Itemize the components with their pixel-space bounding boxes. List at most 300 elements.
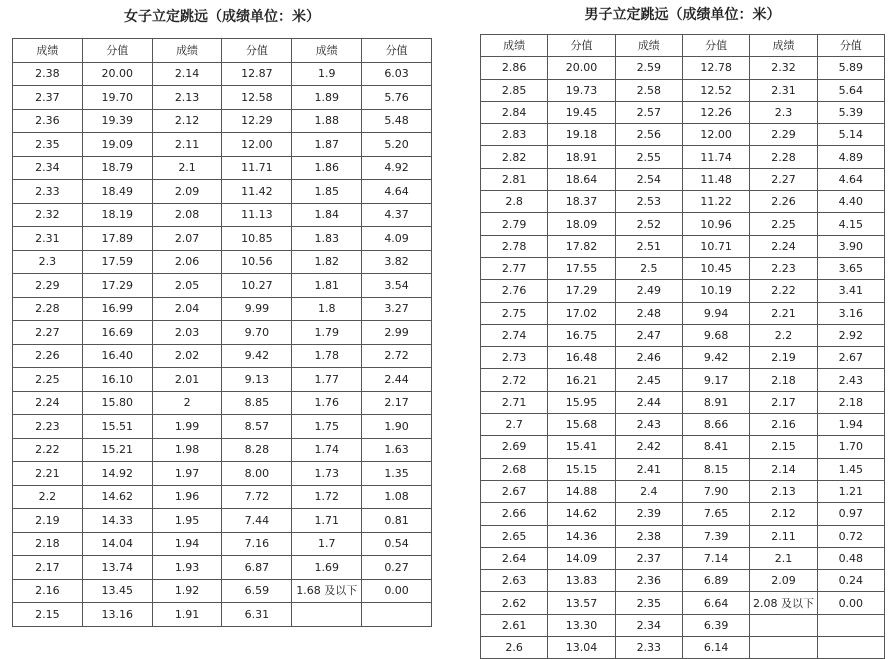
men-points-cell: 3.41 [817,280,884,302]
men-score-cell: 2.38 [615,525,682,547]
men-points-cell: 1.70 [817,436,884,458]
table-row [13,509,432,533]
men-score-cell: 2.3 [750,101,817,123]
men-score-cell: 2.24 [750,235,817,257]
men-points-cell: 14.36 [548,525,615,547]
men-score-cell: 2.61 [481,614,548,636]
women-score-cell: 1.91 [152,603,222,627]
men-score-cell: 2.67 [481,480,548,502]
table-row [13,579,432,603]
men-score-cell: 2.22 [750,280,817,302]
women-points-cell: 10.27 [222,274,292,298]
table-row [481,168,885,190]
table-row [13,227,432,251]
women-score-cell: 1.9 [292,62,362,86]
women-score-cell: 2.1 [152,156,222,180]
women-score-cell: 2.19 [13,509,83,533]
men-points-cell: 2.67 [817,347,884,369]
women-points-cell: 6.31 [222,603,292,627]
women-header-row [13,39,432,63]
men-points-cell: 3.90 [817,235,884,257]
women-score-cell: 1.83 [292,227,362,251]
men-score-cell: 2.46 [615,347,682,369]
women-score-cell: 1.74 [292,438,362,462]
men-header-points-1: 分值 [548,35,615,57]
women-points-cell: 19.09 [82,133,152,157]
table-row [13,156,432,180]
men-score-cell: 2.16 [750,414,817,436]
women-points-cell: 3.82 [362,250,432,274]
women-score-cell: 2.09 [152,180,222,204]
men-points-cell: 1.94 [817,414,884,436]
women-points-cell: 1.63 [362,438,432,462]
table-row [481,503,885,525]
table-row [481,257,885,279]
men-score-cell: 2.77 [481,257,548,279]
men-points-cell: 8.41 [682,436,749,458]
table-row [481,302,885,324]
men-score-cell: 2.28 [750,146,817,168]
women-points-cell: 8.85 [222,391,292,415]
women-points-cell: 13.16 [82,603,152,627]
men-score-cell: 2.52 [615,213,682,235]
women-score-cell: 2.2 [13,485,83,509]
men-points-cell: 8.66 [682,414,749,436]
men-score-cell: 2.08 及以下 [750,592,817,614]
women-points-cell: 18.49 [82,180,152,204]
men-score-cell: 2.76 [481,280,548,302]
women-score-cell: 1.79 [292,321,362,345]
men-score-cell: 2.59 [615,57,682,79]
men-points-cell: 1.45 [817,458,884,480]
women-score-cell: 2.04 [152,297,222,321]
men-score-cell: 2.34 [615,614,682,636]
women-points-cell: 14.62 [82,485,152,509]
table-row [13,344,432,368]
women-score-cell: 1.98 [152,438,222,462]
women-header-score-3: 成绩 [292,39,362,63]
women-score-cell: 2.21 [13,462,83,486]
men-points-cell: 2.43 [817,369,884,391]
women-score-cell: 1.68 及以下 [292,579,362,603]
table-row [13,274,432,298]
men-points-cell [817,637,884,659]
women-points-cell: 10.85 [222,227,292,251]
men-points-cell: 15.15 [548,458,615,480]
women-points-cell: 6.87 [222,556,292,580]
women-score-cell: 2.35 [13,133,83,157]
men-points-cell: 13.83 [548,570,615,592]
men-points-cell: 5.14 [817,124,884,146]
men-score-cell: 2.72 [481,369,548,391]
men-header-score-3: 成绩 [750,35,817,57]
men-score-cell: 2.75 [481,302,548,324]
men-score-cell: 2.84 [481,101,548,123]
men-points-cell: 11.48 [682,168,749,190]
women-points-cell: 7.16 [222,532,292,556]
table-row [481,547,885,569]
men-points-cell: 10.45 [682,257,749,279]
women-score-cell: 1.94 [152,532,222,556]
women-points-cell: 19.39 [82,109,152,133]
women-score-cell: 2.24 [13,391,83,415]
men-score-cell: 2.17 [750,391,817,413]
men-points-cell: 17.29 [548,280,615,302]
women-points-cell: 20.00 [82,62,152,86]
men-score-cell: 2.8 [481,191,548,213]
men-score-cell: 2.26 [750,191,817,213]
men-score-cell: 2.41 [615,458,682,480]
women-points-cell: 2.72 [362,344,432,368]
women-score-cell: 1.75 [292,415,362,439]
women-points-cell: 2.17 [362,391,432,415]
men-points-cell: 6.89 [682,570,749,592]
women-points-cell: 0.54 [362,532,432,556]
women-score-cell: 2.14 [152,62,222,86]
men-header-score-1: 成绩 [481,35,548,57]
women-score-cell: 1.77 [292,368,362,392]
men-score-cell: 2.48 [615,302,682,324]
women-score-cell: 2.25 [13,368,83,392]
women-score-cell: 2.17 [13,556,83,580]
women-score-cell: 2.18 [13,532,83,556]
table-row [13,368,432,392]
women-score-cell: 2.12 [152,109,222,133]
table-row [481,79,885,101]
women-points-cell: 18.19 [82,203,152,227]
men-score-cell: 2.79 [481,213,548,235]
women-points-cell: 12.00 [222,133,292,157]
men-score-cell: 2.31 [750,79,817,101]
women-score-cell: 1.88 [292,109,362,133]
table-row [481,570,885,592]
men-points-cell: 12.00 [682,124,749,146]
men-points-cell: 14.62 [548,503,615,525]
men-header-row [481,35,885,57]
women-points-cell: 15.80 [82,391,152,415]
women-points-cell: 8.28 [222,438,292,462]
men-score-cell: 2.42 [615,436,682,458]
women-points-cell: 4.64 [362,180,432,204]
men-points-cell: 7.14 [682,547,749,569]
men-score-cell: 2.83 [481,124,548,146]
women-points-cell: 9.99 [222,297,292,321]
men-header-score-2: 成绩 [615,35,682,57]
table-row [13,415,432,439]
men-points-cell: 2.18 [817,391,884,413]
men-score-cell: 2.14 [750,458,817,480]
men-points-cell: 13.30 [548,614,615,636]
men-points-cell: 3.16 [817,302,884,324]
men-points-cell: 0.00 [817,592,884,614]
men-points-cell: 10.19 [682,280,749,302]
women-score-cell: 1.92 [152,579,222,603]
men-points-cell: 12.78 [682,57,749,79]
table-row [481,280,885,302]
table-row [481,146,885,168]
women-points-cell: 1.90 [362,415,432,439]
women-points-cell: 12.87 [222,62,292,86]
table-row [13,603,432,627]
table-row [481,391,885,413]
men-score-cell: 2.15 [750,436,817,458]
table-row [481,324,885,346]
women-score-cell: 1.82 [292,250,362,274]
women-points-cell: 14.33 [82,509,152,533]
men-points-cell: 0.72 [817,525,884,547]
men-points-cell: 18.09 [548,213,615,235]
table-row [13,391,432,415]
table-row [481,124,885,146]
table-row [481,191,885,213]
men-score-cell: 2.53 [615,191,682,213]
women-score-cell: 1.86 [292,156,362,180]
men-points-cell: 4.89 [817,146,884,168]
women-score-cell: 1.95 [152,509,222,533]
men-points-cell: 17.02 [548,302,615,324]
women-points-cell: 9.13 [222,368,292,392]
women-points-cell: 16.99 [82,297,152,321]
men-points-cell: 19.45 [548,101,615,123]
men-points-cell: 11.22 [682,191,749,213]
table-row [13,485,432,509]
women-points-cell: 3.54 [362,274,432,298]
table-row [481,436,885,458]
table-row [481,369,885,391]
women-score-cell: 2.22 [13,438,83,462]
men-score-cell: 2.18 [750,369,817,391]
women-points-cell: 4.09 [362,227,432,251]
men-score-cell [750,614,817,636]
table-row [13,321,432,345]
men-points-cell: 9.94 [682,302,749,324]
men-points-cell: 0.48 [817,547,884,569]
women-score-cell: 1.93 [152,556,222,580]
women-points-cell: 17.29 [82,274,152,298]
men-points-cell: 5.89 [817,57,884,79]
women-header-points-3: 分值 [362,39,432,63]
women-score-cell: 1.89 [292,86,362,110]
men-score-cell: 2.51 [615,235,682,257]
men-points-cell: 3.65 [817,257,884,279]
women-points-cell: 11.13 [222,203,292,227]
women-points-cell: 4.37 [362,203,432,227]
men-score-cell: 2.21 [750,302,817,324]
women-score-cell: 2.27 [13,321,83,345]
women-score-cell: 2.08 [152,203,222,227]
men-header-points-3: 分值 [817,35,884,57]
women-score-cell: 2.37 [13,86,83,110]
men-score-cell: 2.27 [750,168,817,190]
men-score-cell: 2.45 [615,369,682,391]
men-points-cell: 16.48 [548,347,615,369]
men-score-cell: 2.39 [615,503,682,525]
women-score-cell: 1.69 [292,556,362,580]
women-score-cell: 2.38 [13,62,83,86]
men-points-cell: 4.40 [817,191,884,213]
men-score-cell: 2.09 [750,570,817,592]
men-score-cell: 2.57 [615,101,682,123]
women-points-cell: 13.74 [82,556,152,580]
table-row [13,438,432,462]
men-points-cell: 17.55 [548,257,615,279]
men-points-cell: 10.96 [682,213,749,235]
table-row [481,235,885,257]
table-row [481,614,885,636]
men-points-cell: 15.41 [548,436,615,458]
men-points-cell: 15.68 [548,414,615,436]
men-points-cell: 11.74 [682,146,749,168]
women-points-cell: 14.04 [82,532,152,556]
women-score-cell: 2.05 [152,274,222,298]
men-score-cell: 2.64 [481,547,548,569]
men-table-title: 男子立定跳远（成绩单位：米） [584,7,781,23]
men-score-cell: 2.2 [750,324,817,346]
men-points-cell: 9.17 [682,369,749,391]
men-points-cell: 7.65 [682,503,749,525]
women-points-cell: 5.76 [362,86,432,110]
men-score-cell: 2.68 [481,458,548,480]
men-points-cell: 7.90 [682,480,749,502]
men-points-cell: 2.92 [817,324,884,346]
men-score-table [480,34,885,659]
women-score-cell: 1.76 [292,391,362,415]
women-score-cell: 2.01 [152,368,222,392]
women-score-cell: 2.13 [152,86,222,110]
table-row [481,592,885,614]
men-score-cell: 2.32 [750,57,817,79]
table-row [481,637,885,659]
women-points-cell: 3.27 [362,297,432,321]
women-score-cell: 2.23 [13,415,83,439]
women-score-cell: 1.7 [292,532,362,556]
men-points-cell: 5.39 [817,101,884,123]
men-points-cell: 7.39 [682,525,749,547]
men-score-cell: 2.35 [615,592,682,614]
women-score-cell: 1.87 [292,133,362,157]
women-score-cell: 1.8 [292,297,362,321]
men-score-cell: 2.5 [615,257,682,279]
men-points-cell: 0.97 [817,503,884,525]
men-points-cell: 18.64 [548,168,615,190]
table-row [13,180,432,204]
women-points-cell: 0.00 [362,579,432,603]
men-score-cell [750,637,817,659]
women-points-cell: 0.27 [362,556,432,580]
men-points-cell: 0.24 [817,570,884,592]
men-points-cell: 16.75 [548,324,615,346]
men-points-cell: 15.95 [548,391,615,413]
men-score-cell: 2.71 [481,391,548,413]
men-points-cell: 13.57 [548,592,615,614]
men-points-cell: 17.82 [548,235,615,257]
women-points-cell: 17.59 [82,250,152,274]
women-points-cell: 16.40 [82,344,152,368]
men-score-cell: 2.11 [750,525,817,547]
men-score-cell: 2.49 [615,280,682,302]
men-points-cell: 13.04 [548,637,615,659]
women-points-cell: 0.81 [362,509,432,533]
table-row [13,250,432,274]
men-points-cell: 12.52 [682,79,749,101]
men-score-cell: 2.62 [481,592,548,614]
women-score-cell [292,603,362,627]
men-points-cell: 6.14 [682,637,749,659]
men-points-cell: 19.73 [548,79,615,101]
table-row [13,109,432,133]
men-score-cell: 2.29 [750,124,817,146]
men-score-cell: 2.74 [481,324,548,346]
women-points-cell: 8.57 [222,415,292,439]
men-score-cell: 2.65 [481,525,548,547]
table-row [13,556,432,580]
women-points-cell: 2.44 [362,368,432,392]
women-score-cell: 2.11 [152,133,222,157]
women-score-cell: 2.36 [13,109,83,133]
women-score-cell: 2.33 [13,180,83,204]
women-points-cell: 1.08 [362,485,432,509]
women-score-cell: 1.99 [152,415,222,439]
women-points-cell: 12.58 [222,86,292,110]
men-points-cell: 9.42 [682,347,749,369]
men-score-cell: 2.78 [481,235,548,257]
men-points-cell: 10.71 [682,235,749,257]
men-points-cell: 6.39 [682,614,749,636]
women-score-cell: 2.15 [13,603,83,627]
men-score-cell: 2.56 [615,124,682,146]
men-score-cell: 2.23 [750,257,817,279]
women-score-cell: 2 [152,391,222,415]
men-score-cell: 2.19 [750,347,817,369]
men-score-cell: 2.58 [615,79,682,101]
table-row [481,414,885,436]
men-score-cell: 2.7 [481,414,548,436]
table-row [481,347,885,369]
men-score-cell: 2.54 [615,168,682,190]
women-score-cell: 1.81 [292,274,362,298]
women-points-cell: 1.35 [362,462,432,486]
table-row [13,86,432,110]
women-score-cell: 2.06 [152,250,222,274]
table-row [13,62,432,86]
women-points-cell: 17.89 [82,227,152,251]
men-points-cell: 9.68 [682,324,749,346]
women-score-cell: 2.34 [13,156,83,180]
women-score-cell: 2.26 [13,344,83,368]
women-header-points-2: 分值 [222,39,292,63]
women-points-cell: 4.92 [362,156,432,180]
men-score-cell: 2.1 [750,547,817,569]
table-row [13,462,432,486]
women-points-cell: 15.21 [82,438,152,462]
men-points-cell: 19.18 [548,124,615,146]
women-points-cell: 13.45 [82,579,152,603]
women-score-cell: 2.31 [13,227,83,251]
men-points-cell: 8.91 [682,391,749,413]
table-row [481,101,885,123]
men-score-cell: 2.69 [481,436,548,458]
women-points-cell: 16.69 [82,321,152,345]
men-score-cell: 2.44 [615,391,682,413]
men-score-cell: 2.36 [615,570,682,592]
women-points-cell: 11.71 [222,156,292,180]
women-score-cell: 1.84 [292,203,362,227]
women-points-cell: 2.99 [362,321,432,345]
men-score-cell: 2.13 [750,480,817,502]
table-row [481,480,885,502]
men-points-cell: 18.37 [548,191,615,213]
women-score-cell: 2.29 [13,274,83,298]
